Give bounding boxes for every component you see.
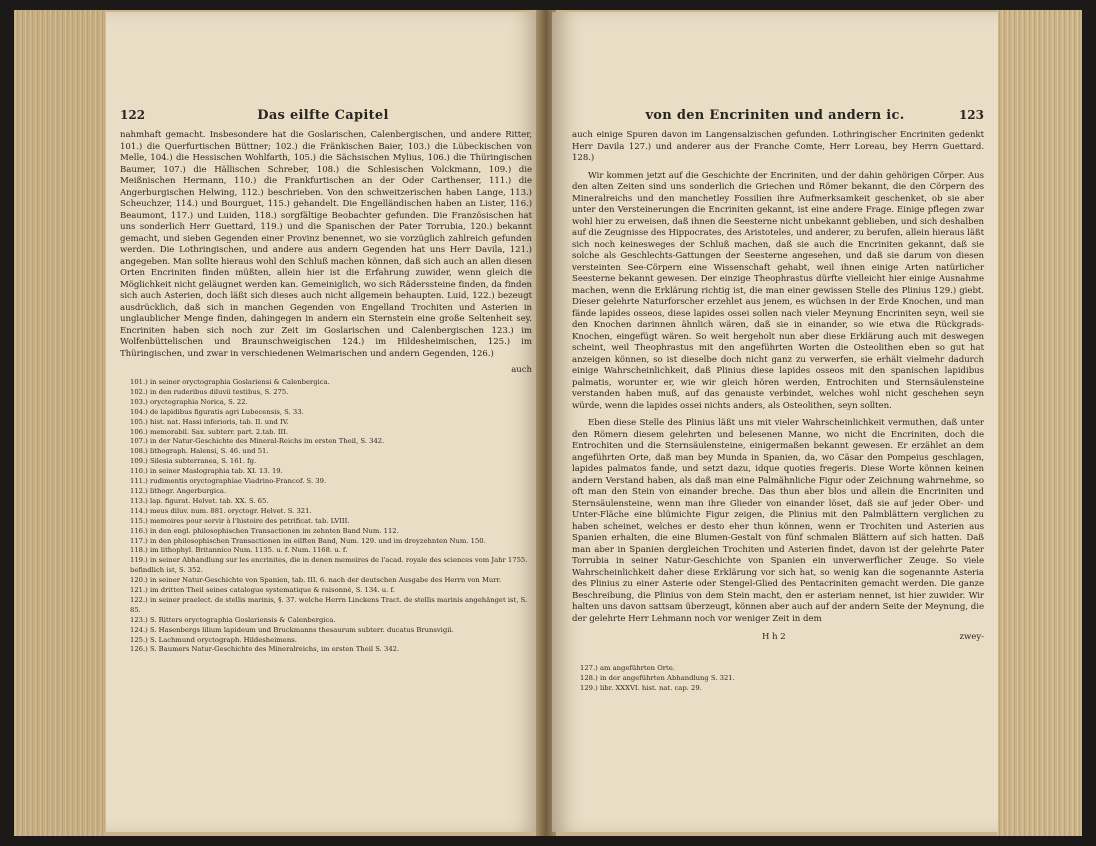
footnote: 101.) in seiner oryctographia Goslariensi & Calenbergica. — [130, 378, 330, 386]
left-page-number: 122 — [120, 108, 146, 122]
footnote: 105.) hist. nat. Hassi inferioris, tab. II. und IV. — [130, 417, 289, 426]
footnote: 118.) im lithophyl. Britannico Num. 1135. u. f. Num. 1168. u. f. — [130, 546, 348, 555]
left-page — [106, 12, 540, 832]
footnote: 103.) oryctographia Norica, S. 22. — [130, 397, 248, 406]
footnote: 120.) in seiner Natur-Geschichte von Spanien, tab. III. 6. nach der deutschen Ausgabe des Herrn von Murr. — [130, 576, 502, 585]
footnote: 102.) in den ruderibus diluvii testibus, S. 275. — [130, 387, 289, 396]
right-paragraph: Wir kommen jetzt auf die Geschichte der Encriniten, und der dahin gehörigen Cörper. Aus den alten Zeiten sind uns sonderlich die Griechen und Römer bekannt, die den Cörpern des Mineralreichs und den manchetley Fossilien ihre Aufmerksamkeit geschenket, ob sie aber unter den Versteinerungen die Encriniten gekannt, ist eine andere Frage. Einige pflegen zwar wohl hier zu erweisen, daß ihnen die Seesterne nicht unbekannt geblieben, und sich deshalben auf die Zeugnisse des Hippocrates, des Aristoteles, und anderer, zu berufen, allein hieraus läßt sich noch keinesweges der Schluß machen, daß sie auch die Encriniten gekannt, daß sie solche als Geschlechts-Gattungen der Seesterne angesehen, und daß sie darum von diesen versteinten See-Cörpern eine Wissenschaft gehabt, weil ihnen einige Arten natürlicher Seesterne bekannt gewesen. Der einzige Theophrastus dürfte vielleicht hier einige Ausnahme machen, wenn die Erklärung richtig ist, die man einer gewissen Stelle des Plinius 129.) giebt. Dieser gelehrte Naturforscher erzehlet aus jenem, es wüchsen in der Erde Knochen, und man fände lapides osseos, diese lapides ossei sollen nach vieler Meynung Encriniten seyn, weil sie den Knochen darinnen ähnlich wären, daß sie in einander, so wie etwa die Rückgrads-Knochen, eingefügt wären. So weit hergeholt nun aber diese Erklärung auch mit deswegen scheint, weil Theophrastus mit den angeführten Worten die Osteolithen eben so gut hat anzeigen können, so ist dieselbe doch nicht ganz zu verwerfen, sie erhält vielmehr dadurch einige Wahrscheinlichkeit, daß Plinius diese lapides osseos mit den spanischen lapidibus palmatis, worunter er, wie wir gleich hören werden, Entrochiten und Sternsäulensteine verstanden haben muß, auf das genauste verbindet, welches wohl nicht geschehen seyn würde, wenn die lapides ossei nichts anders, als Osteolithen, seyn sollten. — [572, 170, 985, 411]
footnote: 115.) memoires pour servir à l'histoire des petrificat. tab. LVIII. — [130, 516, 350, 525]
right-page-edges — [996, 10, 1082, 836]
left-catchword: auch — [511, 365, 532, 375]
footnote: 127.) am angeführten Orte. — [580, 664, 675, 672]
footnote: 121.) im dritten Theil seines catalogue systematique & raisonné, S. 134. u. f. — [130, 586, 395, 595]
footnote: 116.) in den engl. philosophischen Transactionen im zehnten Band Num. 112. — [130, 526, 399, 535]
footnote: 109.) Silesia subterranea, S. 161. fg. — [130, 457, 257, 466]
footnote: 124.) S. Hasenbergs lilium lapideum und Bruckmanns thesaurum subterr. ducatus Brunsvigii. — [130, 625, 454, 634]
right-page — [552, 12, 998, 832]
footnote: 111.) rudimentis oryctographiae Viadrino-Francof. S. 39. — [130, 477, 327, 486]
left-footnotes — [130, 378, 532, 655]
footnote: 107.) in der Natur-Geschichte des Mineral-Reichs im ersten Theil, S. 342. — [130, 437, 385, 446]
footnote: 112.) lithogr. Angerburgica. — [130, 486, 227, 495]
footnote: 114.) meus diluv. num. 881. oryctogr. Helvet. S. 321. — [130, 506, 312, 515]
left-running-head: Das eilfte Capitel — [257, 108, 389, 123]
footnote: 106.) memorabil. Sax. subterr. part. 2.tab. III. — [130, 427, 289, 436]
footnote: 108.) lithograph. Halensi, S. 46. und 51. — [130, 447, 269, 456]
right-running-head: von den Encriniten und andern ic. — [645, 108, 905, 123]
right-catchword: zwey- — [959, 632, 984, 642]
footnote: 119.) in seiner Abhandlung sur les encrinites, die in denen memoires de l'acad. royale des sciences vom Jahr 1755. befindlich ist, S. 352. — [130, 556, 528, 575]
right-paragraph: Eben diese Stelle des Plinius läßt uns mit vieler Wahrscheinlichkeit vermuthen, daß unter den Römern diesem gelehrten und belesenen Manne, wo nicht die Encriniten, doch die Entrochiten und die Sternsäulensteine, einigermaßen bekannt gewesen. Er erzählet an dem angeführten Orte, daß man bey Munda in Spanien, da, wo Cäsar den Pompeius geschlagen, lapides palmatos fande, und setzt dazu, idque quoties fregeris. Diese Worte können keinen andern Verstand haben, als daß man eine Palmähnliche Figur oder Zeichnung wahrnehme, so oft man den Stein von einander breche. Das thun aber blos und allein die Encriniten und Sternsäulensteine, wenn man ihre Glieder von einander löset, daß sie auf jeder Ober- und Unter-Fläche eine blümichte Figur zeigen, die Plinius mit den Palmblättern verglichen zu haben scheinet, welches er desto eher thun können, wenn er Trochiten und Asterien aus Spanien erhalten, die eine Blumen-Gestalt von fünf schmalen Blättern auf sich hatten. Daß man aber in Spanien dergleichen Trochiten und Asterien findet, davon ist der gelehrte Pater Torrubia in seiner Natur-Geschichte von Spanien ein unverwerflicher Zeuge. So viele Wahrscheinlichkeit daher diese Erklärung vor sich hat, so wenig kan die sogenannte Asteria des Plinius zu einer Asterie oder Stengel-Glied des Pentacriniten gemacht werden. Die ganze Beschreibung, die Plinius von dem Stein macht, den er asteriam nennet, ist hier zuwider. Wir halten uns davon sattsam überzeugt, können aber auch auf der andern Seite der Meynung, die der gelehrte Herr Lehmann noch vor weniger Zeit in dem — [572, 418, 984, 624]
footnote: 104.) de lapidibus figuratis agri Lubecensis, S. 33. — [130, 407, 304, 416]
footnote: 129.) libr. XXXVI. hist. nat. cap. 29. — [580, 683, 702, 692]
footnote: 128.) in der angeführten Abhandlung S. 321. — [580, 673, 735, 682]
footnote: 126.) S. Baumers Natur-Geschichte des Mineralreichs, im ersten Theil S. 342. — [130, 645, 400, 654]
footnote: 125.) S. Lachmund oryctograph. Hildesheimens. — [130, 635, 297, 644]
left-body-text — [120, 130, 532, 360]
right-body-text — [572, 130, 984, 625]
left-paragraph: nahmhaft gemacht. Insbesondere hat die Goslarischen, Calenbergischen, und andere Ritter, 101.) die Querfurtischen Büttner; 102.) die Fränkischen Baier, 103.) die Lübeckischen von Melle, 104.) die Hessischen Wohlfarth, 105.) die Sächsischen Mylius, 106.) die Thüringischen Baumer, 107.) die Hällischen Schreber, 108.) die Schlesischen Volckmann, 109.) die Meißnischen Hermann, 110.) die Frankfurtischen an der Oder Carthenser, 111.) die Angerburgischen Helwing, 112.) beschrieben. Von den schweitzerischen haben Lange, 113.) Scheuchzer, 114.) und Bourguet, 115.) gehandelt. Die Engelländischen haben an Lister, 116.) Beaumont, 117.) und Luiden, 118.) sorgfältige Beobachter gefunden. Die Französischen hat uns sonderlich Herr Guettard, 119.) und die Spanischen der Pater Torrubia, 120.) bekannt gemacht, und sieben Gegenden einer Provinz benennet, wo sie vorzüglich zahlreich gefunden werden. Die Lothringischen, und andere aus andern Gegenden hat uns Herr Davila, 121.) angegeben. Man sollte hieraus wohl den Schluß machen können, daß sich auch an allen diesen Orten Encriniten finden müßten, allein hier ist die Erfahrung zuwider, wenn gleich die Möglichkeit nicht geläugnet werden kan. Gemeiniglich, wo sich Räderssteine finden, da finden sich auch Asterien, doch läßt sich dieses auch nicht allgemein behaupten. Luid, 122.) bezeugt ausdrücklich, daß sich in manchen Gegenden von Engelland Trochiten und Asterien in unglaublicher Menge finden, dahingegen in andern ein Sternstein eine große Seltenheit sey. Encriniten haben sich noch zur Zeit im Goslarischen und Calenbergischen 123.) im Wolfenbüttelischen und Braunschweigischen 124.) im Hildesheimischen, 125.) im Thüringischen, und zwar in verschiedenen Weimarischen und andern Gegenden, 126.) — [120, 130, 532, 359]
footnote: 122.) in seiner praelect. de stellis marinis, §. 37. welche Herrn Linckens Tract. de stellis marinis angehänget ist, S. 85. — [130, 595, 528, 614]
right-paragraph: auch einige Spuren davon im Langensalzischen gefunden. Lothringischer Encriniten gedenkt Herr Davila 127.) und anderer aus der Franche Comte, Herr Loreau, bey Herrn Guettard. 128.) — [572, 130, 984, 163]
right-footnotes — [580, 664, 984, 694]
left-page-edges — [14, 10, 106, 836]
footnote: 117.) in den philosophischen Transactionen im eilften Band, Num. 129. und im dreyzehnten Num. 150. — [130, 536, 486, 545]
footnote: 113.) lap. figurat. Helvet. tab. XX. S. 65. — [130, 496, 269, 505]
signature-mark: H h 2 — [762, 632, 786, 642]
footnote: 110.) in seiner Maslographia tab. XI. 13. 19. — [130, 467, 283, 476]
footnote: 123.) S. Ritters oryctographia Goslariensis & Calenbergica. — [130, 615, 336, 624]
right-page-number: 123 — [958, 108, 984, 122]
